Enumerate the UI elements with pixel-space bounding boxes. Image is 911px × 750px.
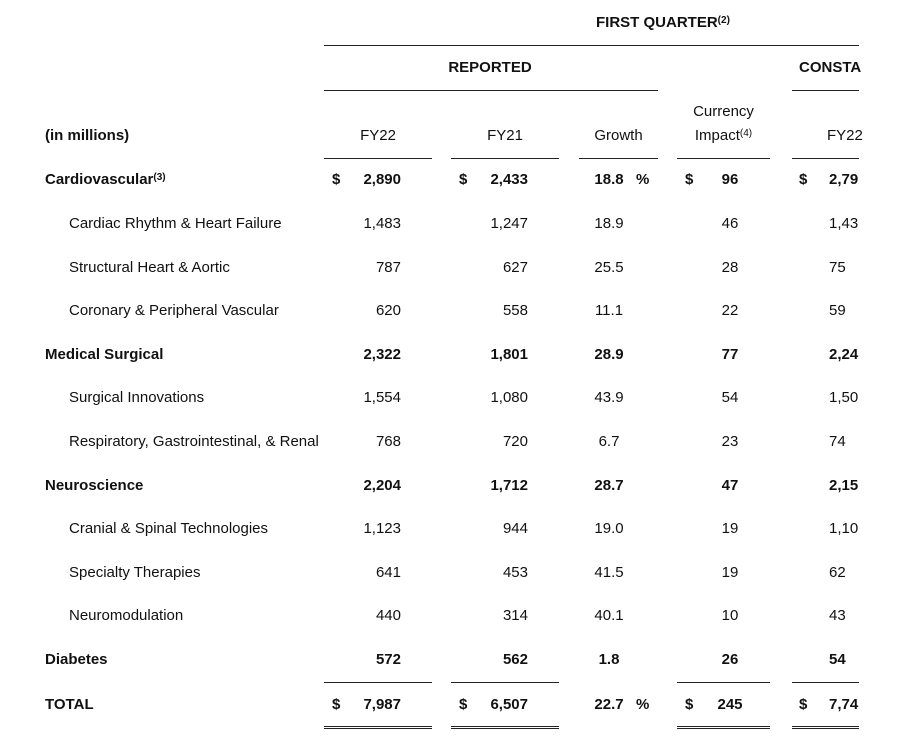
cell-fy21: 6,507 [490, 696, 528, 713]
first-quarter-heading [596, 14, 730, 31]
row-label-text: Medical Surgical [45, 346, 164, 363]
cell-fy22: 2,890 [363, 171, 401, 188]
row-label-text: TOTAL [45, 696, 94, 713]
cell-fy22: 620 [375, 302, 401, 319]
dollar-sign: $ [685, 171, 694, 188]
cell-growth: 19.0 [594, 520, 624, 537]
row-label [69, 215, 282, 232]
cell-constant-fy22: 2,15 [829, 477, 859, 494]
cell-growth: 40.1 [594, 607, 624, 624]
dollar-sign: $ [332, 171, 341, 188]
total-double-rule-fy22 [324, 726, 432, 729]
cell-fy21: 2,433 [490, 171, 528, 188]
col-rule-fy22 [324, 158, 432, 159]
col-rule-fy21 [451, 158, 559, 159]
row-label-text: Cranial & Spinal Technologies [69, 520, 269, 537]
cell-growth: 18.9 [594, 215, 624, 232]
cell-fy22: 1,123 [363, 520, 401, 537]
cell-fy21: 314 [502, 607, 528, 624]
cell-constant-fy22: 43 [829, 607, 846, 624]
cell-currency: 28 [721, 259, 739, 276]
total-top-rule-fy22 [324, 682, 432, 683]
cell-constant-fy22: 1,43 [829, 215, 859, 232]
col-header-fy22: FY22 [360, 127, 396, 144]
cell-fy22: 572 [375, 651, 401, 668]
cell-fy22: 7,987 [363, 696, 401, 713]
row-label-text: Coronary & Peripheral Vascular [69, 302, 279, 319]
col-header-fy21: FY21 [487, 127, 523, 144]
total-double-rule-constant [792, 726, 859, 729]
row-label-text: Cardiovascular [45, 171, 154, 188]
cell-constant-fy22: 2,24 [829, 346, 859, 363]
currency-impact-note: (4) [739, 128, 753, 139]
cell-currency: 46 [721, 215, 739, 232]
total-double-rule-fy21 [451, 726, 559, 729]
dollar-sign: $ [332, 696, 341, 713]
row-label [69, 564, 200, 581]
constant-heading: CONSTA [799, 59, 862, 76]
row-label-text: Neuromodulation [69, 607, 184, 624]
col-header-constant-fy22: FY22 [827, 127, 863, 144]
row-label [69, 302, 279, 319]
row-label [45, 346, 163, 363]
cell-currency: 19 [721, 564, 739, 581]
col-rule-constant [792, 158, 859, 159]
cell-fy22: 440 [375, 607, 401, 624]
cell-growth: 43.9 [594, 389, 624, 406]
cell-constant-fy22: 1,10 [829, 520, 859, 537]
reported-rule [324, 90, 658, 91]
cell-fy22: 768 [375, 433, 401, 450]
cell-constant-fy22: 59 [829, 302, 846, 319]
cell-fy21: 558 [502, 302, 528, 319]
cell-growth: 25.5 [594, 259, 624, 276]
total-top-rule-fy21 [451, 682, 559, 683]
cell-currency: 47 [721, 477, 739, 494]
cell-growth: 28.9 [594, 346, 624, 363]
row-label-text: Structural Heart & Aortic [69, 259, 230, 276]
row-label-note: (3) [153, 172, 166, 183]
cell-growth: 18.8 [594, 171, 624, 188]
cell-growth: 28.7 [594, 477, 624, 494]
cell-fy21: 453 [502, 564, 528, 581]
row-label-text: Specialty Therapies [69, 564, 201, 581]
first-quarter-rule [324, 45, 859, 46]
row-label [45, 651, 108, 668]
col-header-currency-line1: Currency [693, 103, 754, 120]
cell-constant-fy22: 75 [829, 259, 846, 276]
row-label-text: Surgical Innovations [69, 389, 205, 406]
cell-constant-fy22: 7,74 [829, 696, 859, 713]
currency-impact-text: Impact [694, 127, 740, 144]
cell-fy21: 720 [502, 433, 528, 450]
row-label-text: Cardiac Rhythm & Heart Failure [69, 215, 282, 232]
cell-growth: 22.7 [594, 696, 624, 713]
row-label [69, 607, 183, 624]
cell-fy21: 1,712 [490, 477, 528, 494]
cell-currency: 19 [721, 520, 739, 537]
cell-fy22: 2,322 [363, 346, 401, 363]
cell-fy21: 1,080 [490, 389, 528, 406]
percent-sign: % [636, 696, 650, 713]
dollar-sign: $ [799, 171, 808, 188]
cell-growth: 1.8 [598, 651, 620, 668]
cell-fy21: 627 [502, 259, 528, 276]
cell-currency: 22 [721, 302, 739, 319]
dollar-sign: $ [799, 696, 808, 713]
constant-rule [792, 90, 859, 91]
row-label [69, 259, 230, 276]
row-label [45, 171, 166, 188]
row-label [69, 433, 319, 450]
dollar-sign: $ [459, 171, 468, 188]
first-quarter-text: FIRST QUARTER [596, 14, 718, 31]
cell-fy21: 562 [502, 651, 528, 668]
cell-growth: 41.5 [594, 564, 624, 581]
row-label [69, 520, 268, 537]
row-label [69, 389, 204, 406]
row-label [45, 696, 94, 713]
first-quarter-note: (2) [717, 15, 730, 26]
percent-sign: % [636, 171, 650, 188]
dollar-sign: $ [685, 696, 694, 713]
cell-constant-fy22: 74 [829, 433, 846, 450]
row-label-text: Respiratory, Gastrointestinal, & Renal [69, 433, 319, 450]
cell-fy22: 787 [375, 259, 401, 276]
row-label-text: Diabetes [45, 651, 108, 668]
col-header-currency-line2 [677, 127, 770, 144]
cell-constant-fy22: 62 [829, 564, 846, 581]
reported-heading: REPORTED [448, 59, 532, 76]
cell-currency: 245 [717, 696, 743, 713]
cell-fy22: 2,204 [363, 477, 401, 494]
cell-currency: 10 [721, 607, 739, 624]
cell-constant-fy22: 54 [829, 651, 846, 668]
cell-constant-fy22: 2,79 [829, 171, 859, 188]
col-rule-currency [677, 158, 770, 159]
cell-constant-fy22: 1,50 [829, 389, 859, 406]
row-label-text: Neuroscience [45, 477, 144, 494]
cell-fy22: 641 [375, 564, 401, 581]
total-double-rule-currency [677, 726, 770, 729]
cell-currency: 26 [721, 651, 739, 668]
total-top-rule-constant [792, 682, 859, 683]
cell-fy21: 944 [502, 520, 528, 537]
cell-growth: 6.7 [598, 433, 620, 450]
dollar-sign: $ [459, 696, 468, 713]
cell-fy21: 1,247 [490, 215, 528, 232]
col-rule-growth [579, 158, 658, 159]
cell-growth: 11.1 [594, 302, 624, 319]
cell-currency: 23 [721, 433, 739, 450]
cell-currency: 96 [721, 171, 739, 188]
cell-currency: 77 [721, 346, 739, 363]
row-label [45, 477, 143, 494]
cell-fy22: 1,483 [363, 215, 401, 232]
cell-fy22: 1,554 [363, 389, 401, 406]
total-top-rule-currency [677, 682, 770, 683]
cell-currency: 54 [721, 389, 739, 406]
col-header-growth: Growth [594, 127, 643, 144]
units-label: (in millions) [45, 127, 130, 144]
cell-fy21: 1,801 [490, 346, 528, 363]
